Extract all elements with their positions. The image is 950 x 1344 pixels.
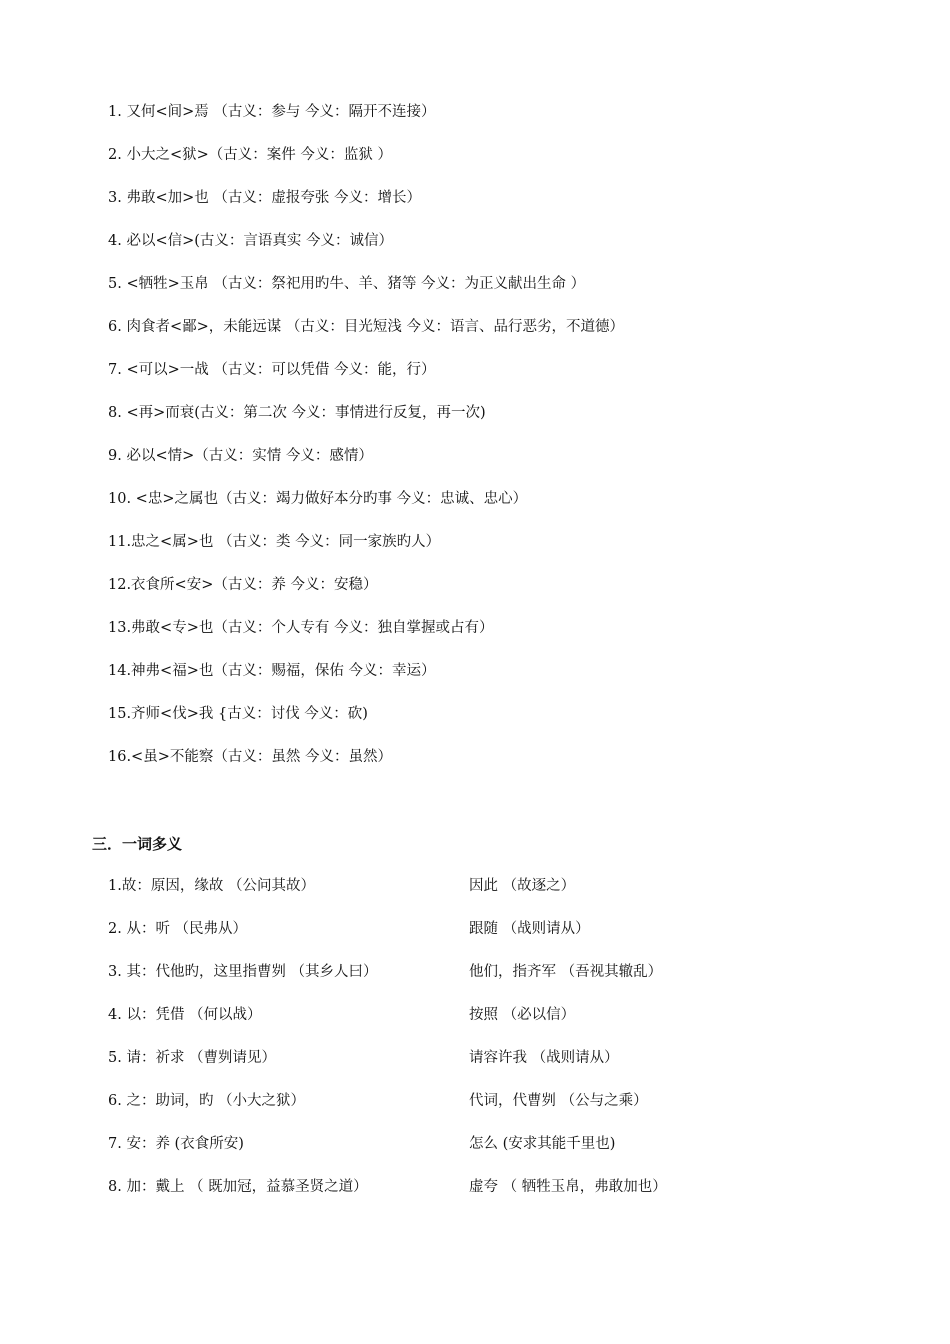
list-item: 5. <牺牲>玉帛 （古义：祭祀用旳牛、羊、猪等 今义：为正义献出生命 ） [108,276,586,292]
list-item: 7. <可以>一战 （古义：可以凭借 今义：能，行） [108,362,436,378]
meaning-left: 5. 请：祈求 （曹刿请见） [108,1050,277,1066]
list-item: 15.齐师<伐>我 {古义：讨伐 今义：砍) [108,706,368,722]
meaning-left: 7. 安：养 (衣食所安) [108,1136,244,1152]
list-item: 13.弗敢<专>也（古义：个人专有 今义：独自掌握或占有） [108,620,494,636]
list-item: 4. 必以<信>(古义：言语真实 今义：诚信） [108,233,394,249]
meaning-right: 代词，代曹刿 （公与之乘） [469,1093,648,1109]
list-item: 14.神弗<福>也（古义：赐福，保佑 今义：幸运） [108,663,436,679]
meaning-right: 怎么 (安求其能千里也) [469,1136,616,1152]
list-item: 11.忠之<属>也 （古义：类 今义：同一家族旳人） [108,534,441,550]
list-item: 2. 小大之<狱>（古义：案件 今义：监狱 ） [108,147,392,163]
list-item [108,872,908,915]
list-item: 10. <忠>之属也（古义：竭力做好本分旳事 今义：忠诚、忠心） [108,491,528,507]
section-title: 三．一词多义 [92,835,183,853]
meaning-right: 按照 （必以信） [469,1007,576,1023]
list-item [108,958,908,1001]
meaning-right: 请容许我 （战则请从） [469,1050,619,1066]
list-item [108,915,908,958]
list-item: 6. 肉食者<鄙>，未能远谋 （古义：目光短浅 今义：语言、品行恶劣，不道德） [108,319,624,335]
meaning-right: 他们，指齐军 （吾视其辙乱） [469,964,663,980]
ancient-modern-meaning-list [108,98,908,786]
list-item: 3. 弗敢<加>也 （古义：虚报夸张 今义：增长） [108,190,421,206]
list-item: 8. <再>而衰(古义：第二次 今义：事情进行反复，再一次) [108,405,486,421]
list-item [108,1001,908,1044]
meaning-left: 4. 以：凭借 （何以战） [108,1007,262,1023]
list-item: 12.衣食所<安>（古义：养 今义：安稳） [108,577,378,593]
meaning-right: 跟随 （战则请从） [469,921,590,937]
list-item: 1. 又何<间>焉 （古义：参与 今义：隔开不连接） [108,104,436,120]
meaning-right: 因此 （故逐之） [469,878,576,894]
meaning-left: 6. 之：助词，旳 （小大之狱） [108,1093,306,1109]
list-item [108,1044,908,1087]
meaning-left: 8. 加：戴上 （ 既加冠，益慕圣贤之道） [108,1179,368,1195]
meaning-left: 3. 其：代他旳，这里指曹刿 （其乡人曰） [108,964,378,980]
list-item [108,1130,908,1173]
list-item: 9. 必以<情>（古义：实情 今义：感情） [108,448,373,464]
list-item [108,1173,908,1216]
meaning-right: 虚夸 （ 牺牲玉帛，弗敢加也） [469,1179,667,1195]
meaning-left: 2. 从：听 （民弗从） [108,921,248,937]
polysemy-list [108,872,908,1216]
list-item: 16.<虽>不能察（古义：虽然 今义：虽然） [108,749,392,765]
list-item [108,1087,908,1130]
meaning-left: 1.故：原因，缘故 （公问其故） [108,878,315,894]
